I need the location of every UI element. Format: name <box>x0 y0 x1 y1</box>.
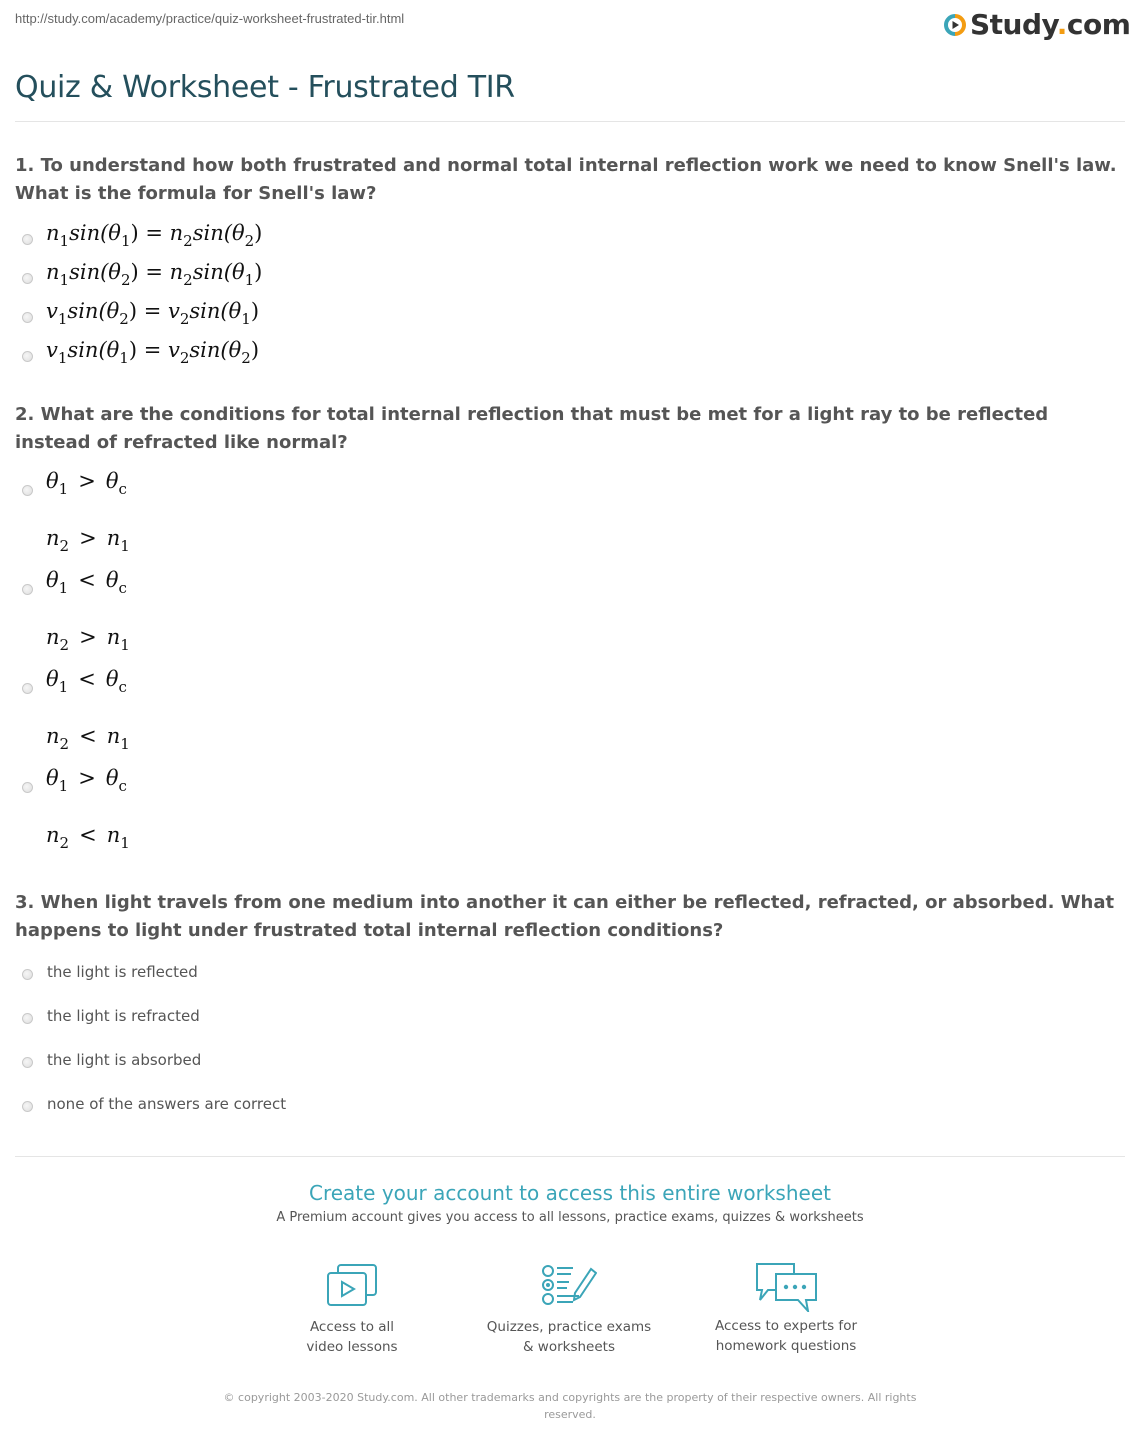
q1-option-3-radio-wrap[interactable] <box>22 312 33 323</box>
paren-close: ) <box>250 299 260 323</box>
feature-experts <box>686 1262 886 1356</box>
q1-option-2-radio[interactable] <box>22 273 33 284</box>
lhs-theta-subscript: 2 <box>120 271 131 289</box>
q2-option-2-angle-condition[interactable] <box>46 568 127 597</box>
rhs-coefficient-subscript: 2 <box>183 232 193 250</box>
rhs-coefficient-letter: n <box>169 221 184 245</box>
video-lessons-icon <box>326 1263 378 1307</box>
lhs-theta-letter: θ <box>106 299 120 323</box>
q1-option-4-formula[interactable] <box>46 338 259 367</box>
index-operator: > <box>79 526 97 550</box>
q1-option-1-radio-wrap[interactable] <box>22 234 33 245</box>
n-1: $n_1$ <box>106 724 130 753</box>
equals: ) = <box>130 221 170 245</box>
q3-option-1-label[interactable]: the light is reflected <box>47 963 198 981</box>
lhs-coefficient-subscript: 1 <box>57 310 68 328</box>
q2-option-4-angle-condition[interactable] <box>46 766 127 795</box>
n-2: $n_2$ <box>46 526 70 555</box>
theta-c: $\theta_c$ <box>105 469 127 498</box>
lhs-coefficient-letter: n <box>46 260 60 284</box>
sin-open: sin( <box>192 260 232 284</box>
lhs-theta <box>106 338 129 367</box>
rhs-coefficient <box>169 260 193 289</box>
lhs-theta <box>108 221 131 250</box>
q1-option-4-radio-wrap[interactable] <box>22 351 33 362</box>
lhs-coefficient <box>46 338 68 367</box>
n-1: $n_1$ <box>106 823 130 852</box>
promo-divider <box>15 1156 1125 1157</box>
chat-bubbles-icon <box>754 1262 818 1312</box>
rhs-coefficient <box>169 221 193 250</box>
lhs-theta-subscript: 1 <box>120 232 131 250</box>
q3-option-3-label[interactable]: the light is absorbed <box>47 1051 202 1069</box>
lhs-coefficient-letter: v <box>46 338 58 362</box>
feature-video-lessons <box>252 1263 452 1357</box>
rhs-theta-letter: θ <box>231 260 245 284</box>
angle-operator: > <box>78 766 96 790</box>
theta-c: $\theta_c$ <box>105 766 127 795</box>
q2-option-1-angle-condition[interactable] <box>46 469 127 498</box>
index-operator: > <box>79 625 97 649</box>
lhs-coefficient-subscript: 1 <box>59 271 70 289</box>
lhs-coefficient-subscript: 1 <box>59 232 70 250</box>
q3-option-1-radio-wrap[interactable] <box>22 969 33 980</box>
q1-option-3-formula[interactable] <box>46 299 259 328</box>
quiz-checklist-icon <box>541 1263 597 1307</box>
q1-option-1-radio[interactable] <box>22 234 33 245</box>
feature-3-line-1: Access to experts for <box>714 1318 857 1334</box>
sin-open: sin( <box>67 338 107 362</box>
lhs-theta-subscript: 2 <box>119 310 129 328</box>
sin-open: sin( <box>189 338 229 362</box>
theta-1: $\theta_1$ <box>46 667 69 696</box>
equals: ) = <box>128 299 168 323</box>
q2-option-1-index-condition <box>46 526 130 555</box>
n-2: $n_2$ <box>46 625 70 654</box>
q1-option-2-radio-wrap[interactable] <box>22 273 33 284</box>
angle-operator: > <box>78 469 96 493</box>
rhs-theta-letter: θ <box>228 299 242 323</box>
rhs-theta-subscript: 2 <box>241 349 251 367</box>
theta-1: $\theta_1$ <box>46 568 69 597</box>
title-divider <box>15 121 1125 122</box>
angle-operator: < <box>78 568 96 592</box>
feature-quizzes <box>469 1263 669 1357</box>
n-1: $n_1$ <box>106 625 130 654</box>
q3-option-4-radio[interactable] <box>22 1101 33 1112</box>
q3-option-3-radio-wrap[interactable] <box>22 1057 33 1068</box>
question-3-text: 3. When light travels from one medium into another it can either be reflected, refracted, or absorbed. What happens to light under frustrated total internal reflection conditions? <box>15 892 1115 941</box>
index-operator: < <box>79 823 97 847</box>
index-operator: < <box>79 724 97 748</box>
n-2: $n_2$ <box>46 823 70 852</box>
sin-open: sin( <box>69 221 109 245</box>
lhs-theta-letter: θ <box>108 260 121 284</box>
rhs-theta-subscript: 1 <box>241 310 251 328</box>
q2-option-3-index-condition <box>46 724 130 753</box>
q3-option-2-radio[interactable] <box>22 1013 33 1024</box>
lhs-theta-letter: θ <box>106 338 120 362</box>
paren-close: ) <box>250 338 260 362</box>
equals: ) = <box>130 260 170 284</box>
theta-c: $\theta_c$ <box>105 667 127 696</box>
rhs-theta <box>231 221 255 250</box>
rhs-coefficient-subscript: 2 <box>179 349 190 367</box>
rhs-theta <box>231 260 255 289</box>
rhs-theta-subscript: 2 <box>244 232 255 250</box>
lhs-coefficient-subscript: 1 <box>57 349 68 367</box>
q1-option-4-radio[interactable] <box>22 351 33 362</box>
lhs-coefficient-letter: n <box>46 221 60 245</box>
q3-option-4-radio-wrap[interactable] <box>22 1101 33 1112</box>
lhs-coefficient <box>46 299 68 328</box>
lhs-coefficient <box>46 221 70 250</box>
equals: ) = <box>128 338 168 362</box>
logo-suffix: com <box>1066 8 1131 41</box>
rhs-coefficient-letter: v <box>167 299 180 323</box>
q3-option-3-radio[interactable] <box>22 1057 33 1068</box>
sin-open: sin( <box>67 299 107 323</box>
copyright-notice: © copyright 2003-2020 Study.com. All other trademarks and copyrights are the property of their respective owners. All rights reserved. <box>223 1391 917 1421</box>
logo-name: Study <box>970 8 1057 41</box>
rhs-coefficient-subscript: 2 <box>179 310 190 328</box>
page-url: http://study.com/academy/practice/quiz-worksheet-frustrated-tir.html <box>15 11 405 26</box>
q1-option-1-formula[interactable] <box>46 221 262 250</box>
q2-option-3-radio-wrap[interactable] <box>22 683 33 694</box>
lhs-theta <box>106 299 129 328</box>
n-1: $n_1$ <box>106 526 130 555</box>
q2-option-2-radio-wrap[interactable] <box>22 584 33 595</box>
theta-1: $\theta_1$ <box>46 469 69 498</box>
q3-option-2-radio-wrap[interactable] <box>22 1013 33 1024</box>
page-title: Quiz & Worksheet - Frustrated TIR <box>15 70 515 105</box>
sin-open: sin( <box>189 299 229 323</box>
q2-option-4-radio-wrap[interactable] <box>22 782 33 793</box>
paren-close: ) <box>254 221 263 245</box>
q2-option-1-radio[interactable] <box>22 485 33 496</box>
theta-c: $\theta_c$ <box>105 568 127 597</box>
feature-2-line-2: & worksheets <box>522 1339 615 1355</box>
rhs-coefficient <box>167 299 190 328</box>
q3-option-1-radio[interactable] <box>22 969 33 980</box>
q2-option-2-radio[interactable] <box>22 584 33 595</box>
feature-1-line-1: Access to all <box>309 1319 395 1335</box>
angle-operator: < <box>78 667 96 691</box>
lhs-theta <box>108 260 131 289</box>
lhs-theta-subscript: 1 <box>119 349 129 367</box>
sin-open: sin( <box>69 260 109 284</box>
rhs-coefficient <box>167 338 190 367</box>
feature-1-line-2: video lessons <box>306 1339 398 1355</box>
q3-option-2-label[interactable]: the light is refracted <box>47 1007 200 1025</box>
rhs-coefficient-letter: v <box>167 338 180 362</box>
q1-option-3-radio[interactable] <box>22 312 33 323</box>
rhs-theta <box>228 338 251 367</box>
lhs-coefficient <box>46 260 70 289</box>
promo-title[interactable]: Create your account to access this entire worksheet <box>309 1181 831 1205</box>
q2-option-2-index-condition <box>46 625 130 654</box>
q2-option-1-radio-wrap[interactable] <box>22 485 33 496</box>
theta-1: $\theta_1$ <box>46 766 69 795</box>
question-2-text: 2. What are the conditions for total internal reflection that must be met for a light ray to be reflected instead of refracted like normal? <box>15 404 1049 453</box>
q1-option-2-formula[interactable] <box>46 260 262 289</box>
q2-option-3-radio[interactable] <box>22 683 33 694</box>
rhs-theta-letter: θ <box>228 338 242 362</box>
q2-option-3-angle-condition[interactable] <box>46 667 127 696</box>
paren-close: ) <box>254 260 263 284</box>
play-circle-logo-icon <box>944 14 966 36</box>
feature-2-line-1: Quizzes, practice exams <box>486 1319 652 1335</box>
rhs-theta <box>228 299 251 328</box>
promo-subtitle: A Premium account gives you access to all lessons, practice exams, quizzes & worksheets <box>276 1210 864 1225</box>
q3-option-4-label[interactable]: none of the answers are correct <box>47 1095 287 1113</box>
q2-option-4-index-condition <box>46 823 130 852</box>
q2-option-4-radio[interactable] <box>22 782 33 793</box>
study-logo[interactable] <box>944 8 1130 41</box>
logo-dot: . <box>1056 8 1067 41</box>
question-1-text: 1. To understand how both frustrated and normal total internal reflection work we need to know Snell's law. What is the formula for Snell's law? <box>15 155 1117 204</box>
n-2: $n_2$ <box>46 724 70 753</box>
feature-3-line-2: homework questions <box>715 1338 857 1354</box>
rhs-coefficient-subscript: 2 <box>183 271 193 289</box>
sin-open: sin( <box>192 221 232 245</box>
rhs-theta-subscript: 1 <box>244 271 255 289</box>
lhs-coefficient-letter: v <box>46 299 58 323</box>
lhs-theta-letter: θ <box>108 221 121 245</box>
rhs-theta-letter: θ <box>231 221 245 245</box>
rhs-coefficient-letter: n <box>169 260 184 284</box>
